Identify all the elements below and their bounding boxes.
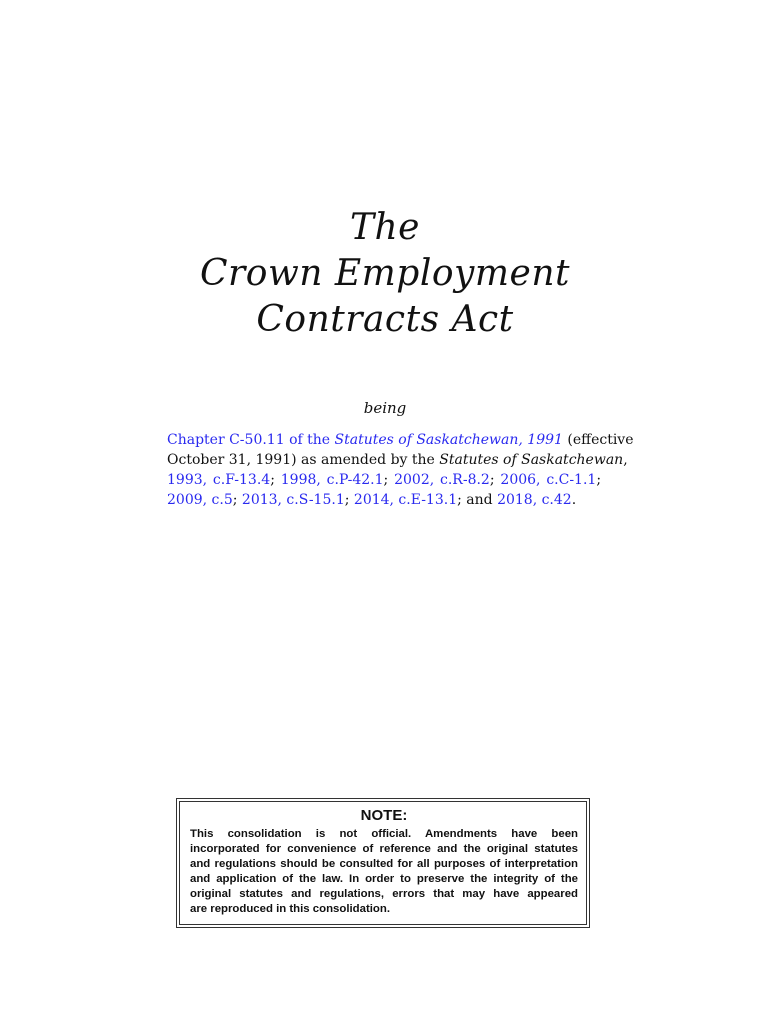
amended-text: October 31, 1991) as amended by the [167,452,440,468]
amendment-link-2013[interactable]: 2013, c.S-15.1 [241,492,345,508]
amendment-link-1998[interactable]: 1998, c.P-42.1 [280,472,384,488]
citation-line-4 [167,490,601,510]
note-box [176,798,590,928]
note-text [190,827,578,917]
note-inner-frame [179,801,587,925]
document-title [0,205,770,343]
and-text: ; and [457,492,498,508]
amendment-link-2018[interactable]: 2018, c.42 [497,492,572,508]
separator: ; [344,492,354,508]
note-line: This consolidation is not official. Amendments have been [190,828,578,840]
separator: ; [383,472,395,488]
chapter-citation [167,430,634,510]
note-line: are reproduced in this consolidation. [190,903,390,915]
being-label: being [363,399,407,417]
chapter-link[interactable] [167,432,563,448]
amendment-link-1993[interactable]: 1993, c.F-13.4 [167,472,271,488]
chapter-link-statutes: Statutes of Saskatchewan, 1991 [334,432,563,448]
amendment-link-2009[interactable]: 2009, c.5 [167,492,233,508]
separator: ; [596,472,602,488]
title-line-2: Crown Employment [200,253,570,294]
note-heading: NOTE: [360,807,408,824]
citation-line-1 [167,430,634,450]
period: . [571,492,577,508]
note-line: original statutes and regulations, errors that may have appeared [190,888,578,900]
separator: ; [232,492,242,508]
separator: ; [489,472,501,488]
citation-line-2 [167,450,628,470]
citation-line-3 [167,470,601,490]
title-line-3: Contracts Act [256,299,514,340]
statutes-name: Statutes of Saskatchewan [439,452,624,468]
amendment-link-2006[interactable]: 2006, c.C-1.1 [500,472,597,488]
amendment-link-2014[interactable]: 2014, c.E-13.1 [353,492,458,508]
comma-text: , [623,452,628,468]
note-line: and regulations should be consulted for all purposes of interpretation [190,858,578,870]
amendment-link-2002[interactable]: 2002, c.R-8.2 [394,472,490,488]
title-line-1: The [349,207,420,248]
effective-text: (effective [562,432,634,448]
chapter-link-text: Chapter C-50.11 of the [167,432,335,448]
note-line: and application of the law. In order to preserve the integrity of the [190,873,578,885]
note-line: incorporated for convenience of reference and the original statutes [190,843,578,855]
separator: ; [270,472,281,488]
